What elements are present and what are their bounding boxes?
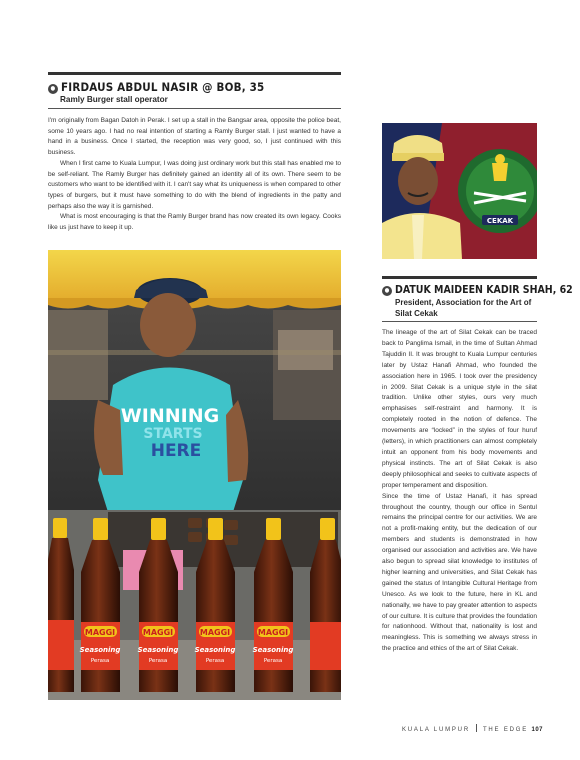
section2-role: President, Association for the Art of Silat Cekak	[395, 298, 532, 318]
section2-body	[382, 328, 537, 655]
section2-divider	[382, 321, 537, 322]
bottle-sub2-text: Perasa	[90, 658, 110, 664]
bottle-label-text: MAGGI	[142, 628, 174, 637]
paragraph: I'm originally from Bagan Datoh in Perak. I set up a stall in the Bangsar area, opposite the police beat, some 10 years ago. I had no real intention of starting a Ramly Burger stall. I just wanted to have a hand in a business. Once I started, the reception was very good, so, I just continued with this business.	[48, 117, 341, 157]
footer-right: THE EDGE	[482, 727, 529, 733]
bottle-label-text: MAGGI	[257, 628, 289, 637]
bottle-sub2-text: Perasa	[205, 658, 225, 664]
section1-top-rule	[48, 72, 341, 75]
paragraph: What is most encouraging is that the Ramly Burger brand has now created its own legacy. Cooks like us just have to keep it up.	[48, 213, 341, 232]
bottle-sub-text: Seasoning	[252, 646, 294, 654]
section1-body	[48, 116, 341, 234]
section1-divider	[48, 108, 341, 109]
burger-stall-photo	[48, 250, 341, 700]
person-marker-icon: ●	[48, 84, 58, 94]
section1-name-heading	[48, 80, 264, 94]
silat-president-portrait	[382, 123, 537, 259]
section2-name-heading	[382, 284, 573, 296]
bottle-sub-text: Seasoning	[137, 646, 179, 654]
section2-name: DATUK MAIDEEN KADIR SHAH, 62	[395, 284, 573, 296]
page-footer	[402, 724, 543, 733]
footer-separator	[476, 724, 477, 732]
bottle-label-text: MAGGI	[84, 628, 116, 637]
section1-role: Ramly Burger stall operator	[60, 95, 168, 104]
section1-name: FIRDAUS ABDUL NASIR @ BOB, 35	[61, 80, 265, 94]
person-marker-icon: ●	[382, 286, 392, 296]
bottle-label-text: MAGGI	[199, 628, 231, 637]
paragraph: When I first came to Kuala Lumpur, I was doing just ordinary work but this stall has enabled me to be self-reliant. The Ramly Burger has definitely gained an identity all of its own. There seem to be customers who want to be identified with it. I can't say what its uniqueness is when compared to other types of burgers, but it must have something to do with the blend of ingredients in the patty and perhaps also the way it is garnished.	[48, 159, 341, 210]
section2-top-rule	[382, 276, 537, 279]
bottle-sub2-text: Perasa	[148, 658, 168, 664]
bottle-sub-text: Seasoning	[79, 646, 121, 654]
bottle-sub-text: Seasoning	[194, 646, 236, 654]
shirt-text-line2: STARTS	[143, 426, 203, 442]
page-number: 107	[531, 727, 544, 733]
paragraph: The lineage of the art of Silat Cekak can be traced back to Panglima Ismail, in the time of Sultan Ahmad Tajuddin II. It was brought to Kuala Lumpur centuries later by Ustaz Hanafi Ahmad, who founded the association here in 1965. I took over the presidency in 2009. Silat Cekak is a unique style in the silat tradition. Unlike other styles, ours very much emphasises self-restraint and harmony. It is completely rooted in the notion of defence. The movements are “locked” in the styles of four huruf (letters), in which practitioners can almost completely intuit an opponent from his body movements and physical instincts. The art of Silat Cekak is also deeply philosophical and seeks to cultivate aspects of proper temperament and disposition.	[382, 329, 537, 489]
bottle-sub2-text: Perasa	[263, 658, 283, 664]
footer-left: KUALA LUMPUR	[402, 727, 470, 733]
shirt-text-line1: WINNING	[120, 405, 220, 427]
paragraph: Since the time of Ustaz Hanafi, it has spread throughout the country, though our office in Sentul remains the principal centre for our activities. We are not a profit-making entity, but the dedication of our members and students is demonstrated in how organised our association and activities are. We have also begun to spread silat knowledge to institutes of higher learning and universities, and Silat Cekak has gained the status of Intangible Cultural Heritage from Unesco. As we look to the future, here in KL and nationally, we have to pay greater attention to aspects of our culture. It is culture that provides the foundation for nationhood. Without that, nationality is lost and meaningless. This is something we always stress in the practice and ethics of the art of Silat Cekak.	[382, 492, 538, 653]
flag-text: CEKAK	[486, 217, 514, 225]
shirt-text-line3: HERE	[150, 441, 202, 461]
